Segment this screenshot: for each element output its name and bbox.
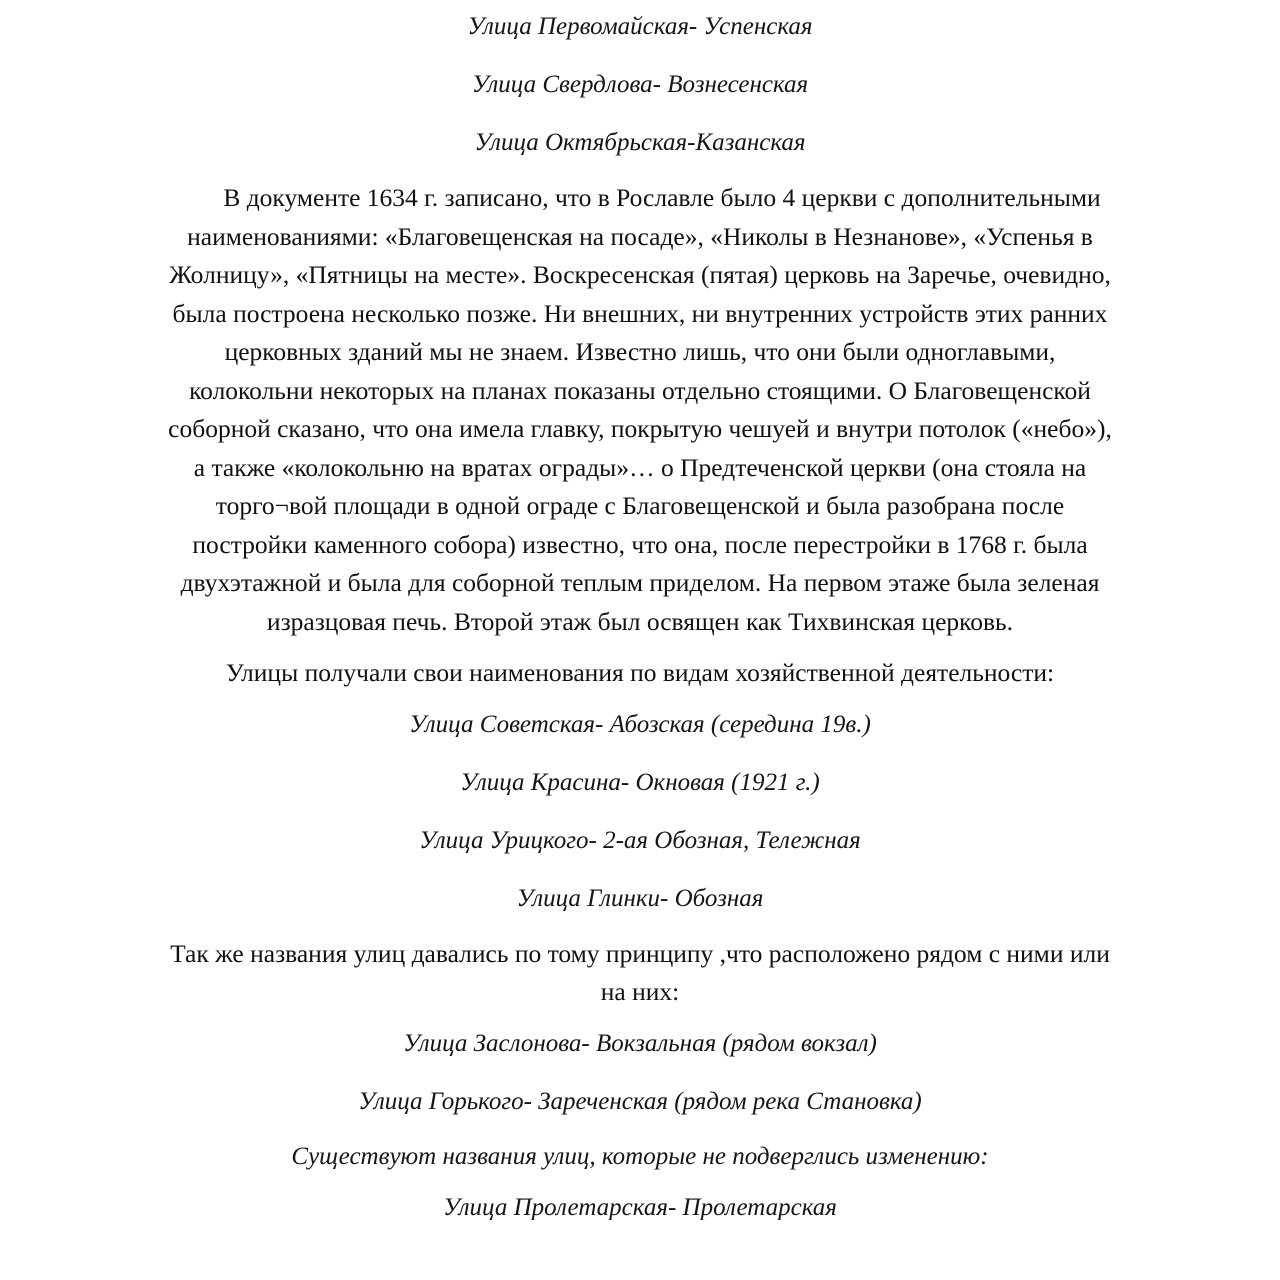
heading-street-list [56,14,1224,155]
intro-nearby-line: Так же названия улиц давались по тому принципу ,что расположено рядом с ними или [170,938,1110,968]
spacer [56,155,1224,185]
intro-nearby-line: на них: [600,977,680,1006]
paragraph-line: двухэтажной и была для соборной теплым приделом. На первом этаже была зеленая [180,568,1100,597]
paragraph-line: постройки каменного собора) известно, что она, после перестройки в 1768 г. была [192,529,1088,559]
intro-nearby [56,938,1224,1006]
intro-trades: Улицы получали свои наименования по видам хозяйственной деятельности: [225,658,1055,687]
spacer [56,911,1224,941]
paragraph-line: изразцовая печь. Второй этаж был освящен как Тихвинская церковь. [266,606,1014,636]
street-line: Улица Заслонова- Вокзальная (рядом вокзал) [403,1029,877,1057]
street-line: Улица Красина- Окновая (1921 г.) [460,768,820,796]
spacer [56,1005,1224,1031]
paragraph-churches [56,185,1224,634]
street-line: Улица Советская- Абозская (середина 19в.) [409,710,871,738]
intro-unchanged: Существуют названия улиц, которые не подверглись изменению: [291,1142,989,1170]
paragraph-line: торго¬вой площади в одной ограде с Благовещенской и была разобрана после [215,491,1065,520]
paragraph-line: соборной сказано, что она имела главку, покрытую чешуей и внутри потолок («небо»), [168,414,1112,443]
paragraph-line: колокольни некоторых на планах показаны отдельно стоящими. О Благовещенской [189,375,1091,405]
top-spacer [56,0,1224,14]
spacer [56,686,1224,712]
paragraph-line: церковных зданий мы не знаем. Известно лишь, что они были одноглавыми, [224,337,1056,366]
street-line: Улица Горького- Зареченская (рядом река Становка) [358,1087,922,1115]
spacer [56,1169,1224,1195]
spacer [56,634,1224,660]
paragraph-line: В документе 1634 г. записано, что в Рославле было 4 церкви с дополнительными [223,183,1101,212]
paragraph-line: а также «колокольню на вратах ограды»… о Предтеченской церкви (она стояла на [193,452,1087,482]
street-line: Улица Октябрьская-Казанская [474,129,806,156]
trade-street-list [56,712,1224,911]
nearby-street-list [56,1031,1224,1114]
street-line: Улица Глинки- Обозная [516,884,764,912]
paragraph-line: Жолницу», «Пятницы на месте». Воскресенская (пятая) церковь на Заречье, очевидно, [169,260,1111,289]
paragraph-line: была построена несколько позже. Ни внешних, ни внутренних устройств этих ранних [172,298,1108,328]
paragraph-line: наименованиями: «Благовещенская на посаде», «Николы в Незнанове», «Успенья в [187,221,1093,251]
spacer [56,1114,1224,1144]
street-line: Улица Урицкого- 2-ая Обозная, Тележная [419,826,861,854]
street-line: Улица Первомайская- Успенская [467,13,813,40]
street-line-clipped: Улица Пролетарская- Пролетарская [443,1193,837,1220]
street-line: Улица Свердлова- Вознесенская [471,71,809,98]
